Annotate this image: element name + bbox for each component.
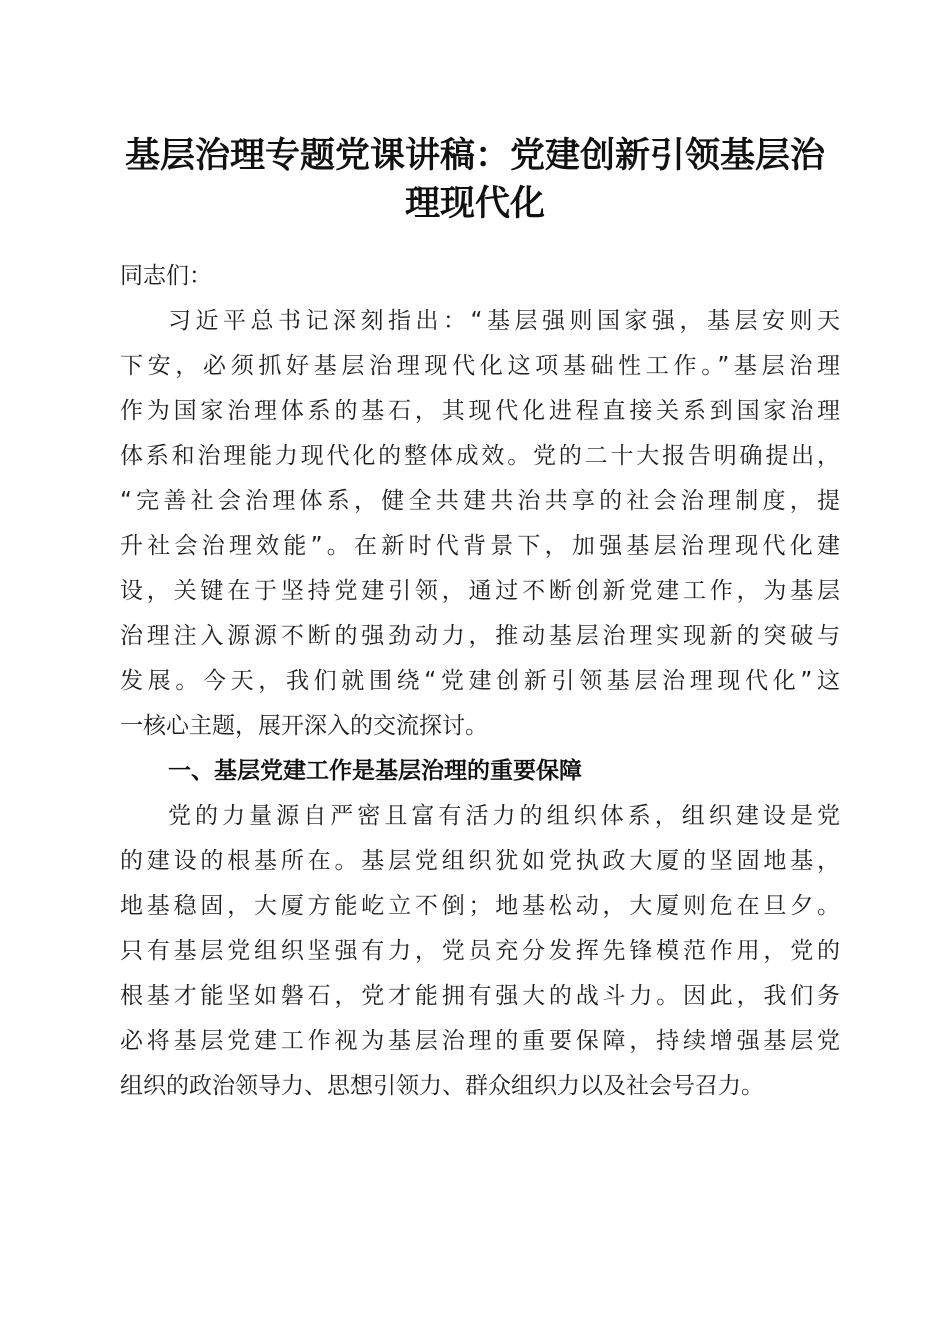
title-line-1: 基层治理专题党课讲稿：党建创新引领基层治	[124, 135, 825, 176]
document-body	[120, 254, 840, 1109]
paragraph-line: 只有基层党组织坚强有力，党员充分发挥先锋模范作用，党的	[120, 938, 840, 964]
paragraph-line: 升社会治理效能”。在新时代背景下，加强基层治理现代化建	[120, 533, 840, 559]
paragraph-line: “完善社会治理体系，健全共建共治共享的社会治理制度，提	[120, 488, 840, 514]
paragraph-section-1	[120, 794, 840, 1109]
paragraph-line: 组织的政治领导力、思想引领力、群众组织力以及社会号召力。	[120, 1073, 764, 1099]
paragraph-line: 一核心主题，展开深入的交流探讨。	[120, 713, 488, 739]
paragraph-line: 地基稳固，大厦方能屹立不倒；地基松动，大厦则危在旦夕。	[120, 893, 840, 919]
paragraph-line: 体系和治理能力现代化的整体成效。党的二十大报告明确提出，	[120, 443, 840, 469]
document-title	[110, 132, 840, 228]
paragraph-line: 习近平总书记深刻指出：“基层强则国家强，基层安则天	[168, 308, 840, 334]
paragraph-line: 设，关键在于坚持党建引领，通过不断创新党建工作，为基层	[120, 578, 840, 604]
paragraph-intro	[120, 299, 840, 749]
paragraph-line: 必将基层党建工作视为基层治理的重要保障，持续增强基层党	[120, 1028, 840, 1054]
paragraph-line: 作为国家治理体系的基石，其现代化进程直接关系到国家治理	[120, 398, 840, 424]
paragraph-line: 根基才能坚如磐石，党才能拥有强大的战斗力。因此，我们务	[120, 983, 840, 1009]
paragraph-line: 的建设的根基所在。基层党组织犹如党执政大厦的坚固地基，	[120, 848, 840, 874]
paragraph-line: 下安，必须抓好基层治理现代化这项基础性工作。”基层治理	[120, 353, 840, 379]
title-line-2: 理现代化	[404, 183, 545, 224]
section-heading-1: 一、基层党建工作是基层治理的重要保障	[168, 758, 582, 784]
paragraph-line: 发展。今天，我们就围绕“党建创新引领基层治理现代化”这	[120, 668, 840, 694]
salutation: 同志们：	[120, 263, 212, 289]
paragraph-line: 党的力量源自严密且富有活力的组织体系，组织建设是党	[168, 803, 840, 829]
paragraph-line: 治理注入源源不断的强劲动力，推动基层治理实现新的突破与	[120, 623, 840, 649]
